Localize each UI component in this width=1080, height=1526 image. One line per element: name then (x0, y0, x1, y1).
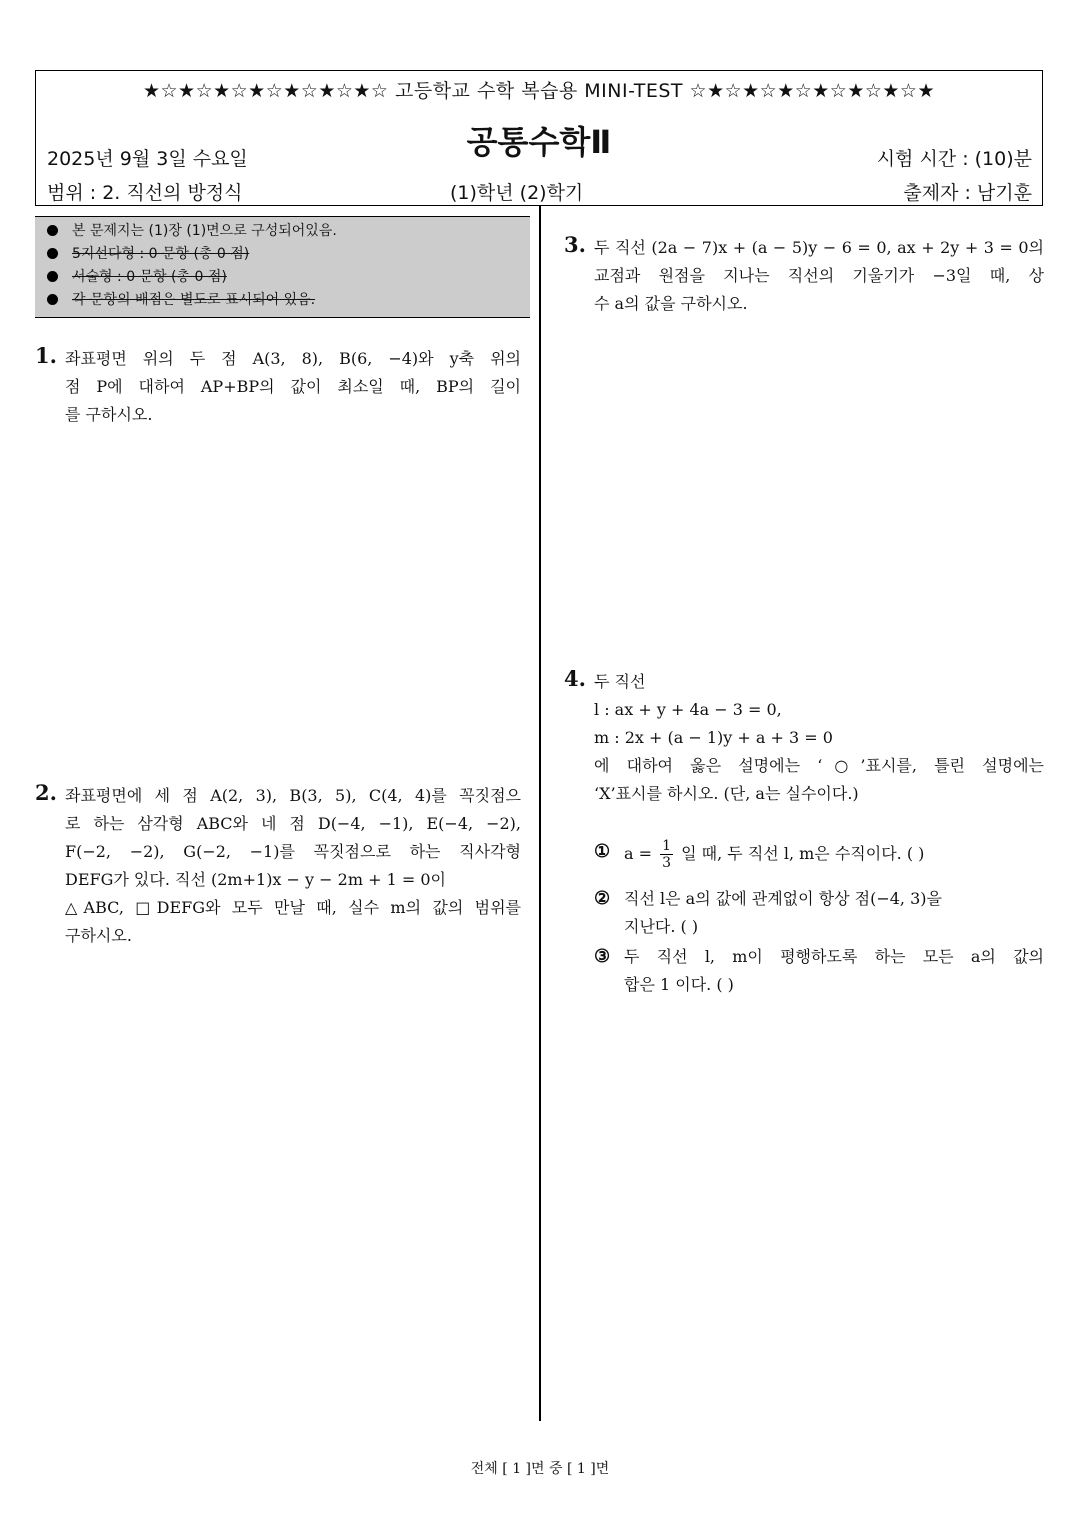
fraction (660, 838, 673, 871)
question-text (594, 668, 1044, 999)
line-m-equation: m : 2x + (a − 1)y + a + 3 = 0 (594, 728, 833, 747)
notice-text: 각 문항의 배점은 별도로 표시되어 있음. (72, 292, 316, 308)
question-line: 를 구하시오. (65, 405, 153, 424)
notice-item (47, 289, 530, 312)
option-1 (594, 838, 1044, 871)
question-number: 3. (564, 232, 586, 257)
notice-text: 서술형 : 0 문항 (총 0 점) (72, 269, 227, 285)
option-expr: a = (624, 844, 653, 863)
bullet-icon (47, 225, 58, 236)
question-line: 구하시오. (65, 926, 132, 945)
question-line: 교점과 원점을 지나는 직선의 기울기가 −3일 때, 상 (594, 266, 1044, 285)
fraction-denominator: 3 (662, 855, 672, 871)
question-text (594, 234, 1044, 318)
bullet-icon (47, 271, 58, 282)
option-text: 합은 1 이다. ( ) (624, 975, 734, 994)
question-line: ‘X’표시를 하시오. (단, a는 실수이다.) (594, 784, 859, 803)
question-line: F(−2, −2), G(−2, −1)를 꼭짓점으로 하는 직사각형 (65, 842, 521, 861)
question-line: 수 a의 값을 구하시오. (594, 294, 748, 313)
notice-text: 본 문제지는 (1)장 (1)면으로 구성되어있음. (72, 223, 337, 239)
exam-time: 시험 시간 : (10)분 (876, 148, 1032, 170)
option-number: ① (594, 841, 611, 862)
question-line: 두 직선 (2a − 7)x + (a − 5)y − 6 = 0, ax + 2y + 3 = 0의 (594, 238, 1044, 257)
bullet-icon (47, 248, 58, 259)
option-2 (594, 885, 1044, 941)
option-text: 지난다. ( ) (624, 917, 699, 936)
option-number: ② (594, 888, 611, 909)
line-l-equation: l : ax + y + 4a − 3 = 0, (594, 700, 782, 719)
question-number: 4. (564, 666, 586, 691)
question-4 (564, 668, 1044, 999)
question-line: 좌표평면에 세 점 A(2, 3), B(3, 5), C(4, 4)를 꼭짓점으 (65, 786, 521, 805)
bullet-icon (47, 294, 58, 305)
notice-item (47, 243, 530, 266)
notice-text: 5지선다형 : 0 문항 (총 0 점) (72, 246, 250, 262)
question-line: 좌표평면 위의 두 점 A(3, 8), B(6, −4)와 y축 위의 (65, 349, 521, 368)
notice-item (47, 266, 530, 289)
option-number: ③ (594, 946, 611, 967)
exam-header (35, 70, 1043, 206)
page-footer: 전체 [ 1 ]면 중 [ 1 ]면 (470, 1461, 610, 1477)
option-text: 일 때, 두 직선 l, m은 수직이다. ( ) (681, 844, 925, 863)
question-line: △ABC, □DEFG와 모두 만날 때, 실수 m의 값의 범위를 (65, 898, 521, 917)
question-text (65, 345, 521, 429)
option-3 (594, 943, 1044, 999)
option-text: 직선 l은 a의 값에 관계없이 항상 점(−4, 3)을 (624, 889, 942, 908)
question-text (65, 782, 521, 950)
question-line: 두 직선 (594, 672, 646, 691)
question-number: 1. (35, 343, 57, 368)
grade-term: (1)학년 (2)학기 (450, 182, 584, 204)
notice-box (35, 216, 530, 318)
option-text: 두 직선 l, m이 평행하도록 하는 모든 a의 값의 (624, 947, 1044, 966)
question-2 (35, 782, 521, 950)
question-line: 에 대하여 옳은 설명에는 ‘○’표시를, 틀린 설명에는 (594, 756, 1044, 775)
exam-range: 범위 : 2. 직선의 방정식 (47, 182, 243, 204)
question-line: 로 하는 삼각형 ABC와 네 점 D(−4, −1), E(−4, −2), (65, 814, 521, 833)
header-banner: ★☆★☆★☆★☆★☆★☆★☆ 고등학교 수학 복습용 MINI-TEST ☆★☆★☆★☆★☆★☆★☆★ (142, 80, 936, 102)
notice-item (47, 220, 530, 243)
fraction-numerator: 1 (662, 838, 672, 854)
question-number: 2. (35, 780, 57, 805)
column-divider (539, 206, 541, 1421)
question-3 (564, 234, 1044, 318)
page-title: 공통수학Ⅱ (466, 123, 612, 161)
exam-date: 2025년 9월 3일 수요일 (47, 148, 248, 170)
exam-author: 출제자 : 남기훈 (903, 182, 1032, 204)
question-line: DEFG가 있다. 직선 (2m+1)x − y − 2m + 1 = 0이 (65, 870, 446, 889)
question-1 (35, 345, 521, 429)
question-line: 점 P에 대하여 AP+BP의 값이 최소일 때, BP의 길이 (65, 377, 521, 396)
